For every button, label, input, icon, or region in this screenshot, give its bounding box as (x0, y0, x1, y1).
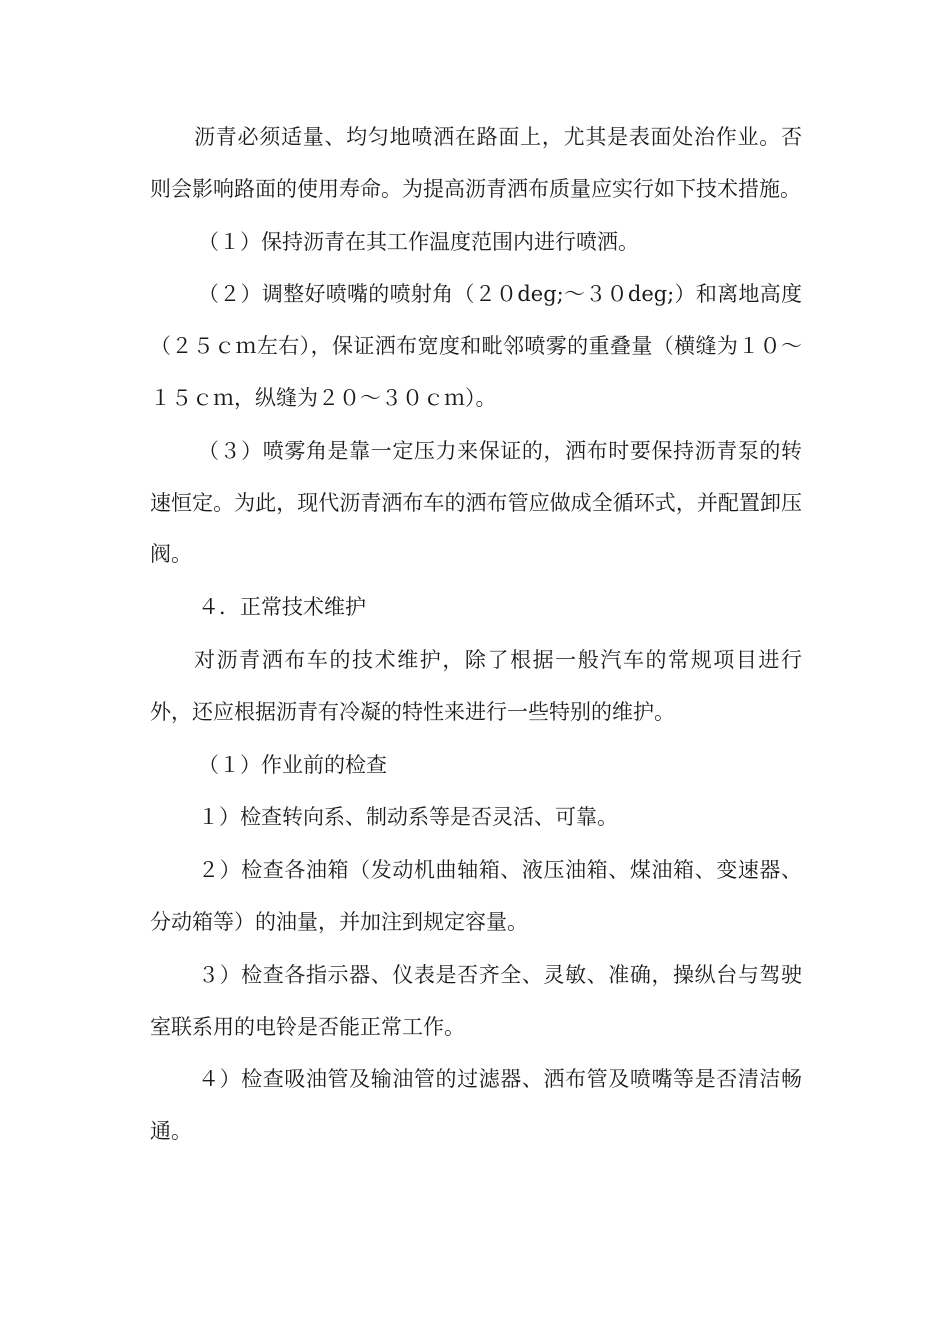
paragraph-measure-1: （１）保持沥青在其工作温度范围内进行喷洒。 (198, 229, 639, 254)
list-item-check-4: ４）检查吸油管及输油管的过滤器、洒布管及喷嘴等是否清洁畅通。 (150, 1067, 802, 1144)
list-item-check-3: ３）检查各指示器、仪表是否齐全、灵敏、准确，操纵台与驾驶室联系用的电铃是否能正常工作。 (150, 962, 802, 1039)
list-item-check-2: ２）检查各油箱（发动机曲轴箱、液压油箱、煤油箱、变速器、分动箱等）的油量，并加注到规定容量。 (150, 858, 802, 934)
subheading-pre-operation-check: （１）作业前的检查 (198, 752, 387, 777)
paragraph-measure-2: （２）调整好喷嘴的喷射角（２０deg;～３０deg;）和离地高度（２５ｃｍ左右），保证洒布宽度和毗邻喷雾的重叠量（横缝为１０～１５ｃｍ，纵缝为２０～３０ｃｍ）。 (150, 282, 802, 410)
document-body (150, 112, 802, 1159)
paragraph-spraying-intro: 沥青必须适量、均匀地喷洒在路面上，尤其是表面处治作业。否则会影响路面的使用寿命。为提高沥青洒布质量应实行如下技术措施。 (150, 125, 802, 201)
section-heading-maintenance: ４．正常技术维护 (198, 595, 366, 620)
paragraph-maintenance-intro: 对沥青洒布车的技术维护，除了根据一般汽车的常规项目进行外，还应根据沥青有冷凝的特性来进行一些特别的维护。 (150, 647, 802, 724)
list-item-check-1: １）检查转向系、制动系等是否灵活、可靠。 (198, 805, 618, 830)
paragraph-measure-3: （３）喷雾角是靠一定压力来保证的，洒布时要保持沥青泵的转速恒定。为此，现代沥青洒布车的洒布管应做成全循环式，并配置卸压阀。 (150, 438, 802, 567)
